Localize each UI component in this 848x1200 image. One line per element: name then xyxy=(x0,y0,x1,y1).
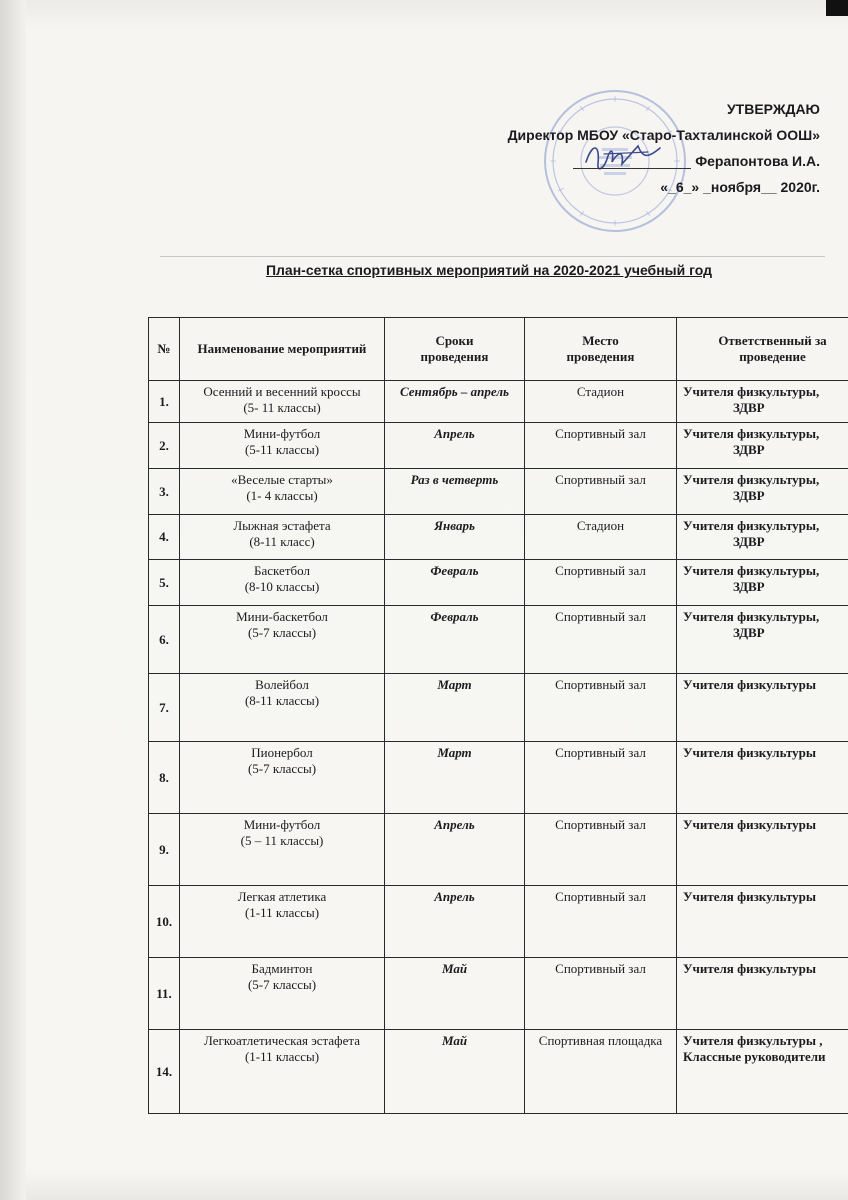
responsible-line1: Учителя физкультуры, xyxy=(683,518,820,533)
header-dates-line2: проведения xyxy=(420,349,489,364)
event-name: Лыжная эстафета xyxy=(233,518,331,533)
table-row xyxy=(149,515,848,560)
event-cell xyxy=(180,742,385,814)
header-place xyxy=(525,318,677,381)
responsible-cell xyxy=(677,886,848,958)
header-responsible-line1: Ответственный за xyxy=(718,333,827,348)
event-name: Легкоатлетическая эстафета xyxy=(204,1033,360,1048)
event-date: Май xyxy=(385,958,525,1030)
responsible-line1: Учителя физкультуры, xyxy=(683,563,820,578)
signature-line xyxy=(508,148,820,174)
table-row xyxy=(149,381,848,423)
event-grades: (8-10 классы) xyxy=(244,579,320,594)
event-date: Март xyxy=(385,742,525,814)
event-name: Мини-футбол xyxy=(243,426,321,441)
event-grades: (5-7 классы) xyxy=(247,977,317,992)
event-name: Легкая атлетика xyxy=(237,889,327,904)
responsible-cell xyxy=(677,814,848,886)
table-row xyxy=(149,606,848,674)
event-name: Бадминтон xyxy=(251,961,313,976)
event-grades: (5- 11 классы) xyxy=(243,400,321,415)
responsible-line1: Учителя физкультуры, xyxy=(683,384,820,399)
event-grades: (5-7 классы) xyxy=(247,761,317,776)
event-date: Раз в четверть xyxy=(385,469,525,515)
row-number: 8. xyxy=(149,742,180,814)
header-dates-line1: Сроки xyxy=(435,333,474,348)
scan-edge-shadow xyxy=(0,0,26,1200)
event-date: Март xyxy=(385,674,525,742)
responsible-line2: ЗДВР xyxy=(733,488,765,503)
event-place: Спортивный зал xyxy=(525,742,677,814)
responsible-cell xyxy=(677,560,848,606)
event-date: Февраль xyxy=(385,606,525,674)
approval-date: «_6_» _ноября__ 2020г. xyxy=(660,179,820,195)
event-grades: (5-7 классы) xyxy=(247,625,317,640)
event-place: Спортивный зал xyxy=(525,674,677,742)
event-grades: (1-11 классы) xyxy=(244,1049,320,1064)
table-row xyxy=(149,958,848,1030)
responsible-cell xyxy=(677,674,848,742)
event-cell xyxy=(180,958,385,1030)
table-row xyxy=(149,1030,848,1114)
table-row xyxy=(149,674,848,742)
event-grades: (5 – 11 классы) xyxy=(240,833,324,848)
event-date: Апрель xyxy=(385,814,525,886)
event-cell xyxy=(180,469,385,515)
event-cell xyxy=(180,814,385,886)
responsible-cell xyxy=(677,958,848,1030)
responsible-line2: ЗДВР xyxy=(733,625,765,640)
event-place: Спортивный зал xyxy=(525,469,677,515)
responsible-line1: Учителя физкультуры xyxy=(683,817,817,832)
row-number: 6. xyxy=(149,606,180,674)
approval-heading: УТВЕРЖДАЮ xyxy=(726,101,820,117)
event-date: Февраль xyxy=(385,560,525,606)
responsible-cell xyxy=(677,606,848,674)
event-place: Спортивный зал xyxy=(525,814,677,886)
responsible-line1: Учителя физкультуры, xyxy=(683,609,820,624)
event-place: Спортивная площадка xyxy=(525,1030,677,1114)
event-place: Спортивный зал xyxy=(525,423,677,469)
row-number: 10. xyxy=(149,886,180,958)
responsible-cell xyxy=(677,469,848,515)
responsible-line2: Классные руководители xyxy=(683,1049,826,1064)
responsible-line1: Учителя физкультуры , xyxy=(683,1033,823,1048)
row-number: 9. xyxy=(149,814,180,886)
header-responsible-line2: проведение xyxy=(739,349,806,364)
event-cell xyxy=(180,886,385,958)
table-header-row xyxy=(149,318,848,381)
event-grades: (5-11 классы) xyxy=(244,442,320,457)
responsible-cell xyxy=(677,423,848,469)
event-name: Мини-баскетбол xyxy=(236,609,328,624)
event-cell xyxy=(180,674,385,742)
event-date: Май xyxy=(385,1030,525,1114)
responsible-line1: Учителя физкультуры, xyxy=(683,472,820,487)
events-table xyxy=(148,317,848,1114)
table-row xyxy=(149,814,848,886)
row-number: 3. xyxy=(149,469,180,515)
header-place-line2: проведения xyxy=(566,349,635,364)
event-grades: (8-11 класс) xyxy=(249,534,315,549)
event-cell xyxy=(180,560,385,606)
event-grades: (1-11 классы) xyxy=(244,905,320,920)
event-name: Осенний и весенний кроссы xyxy=(203,384,361,399)
event-cell xyxy=(180,515,385,560)
signer-name: Ферапонтова И.А. xyxy=(695,153,820,169)
event-name: «Веселые старты» xyxy=(231,472,333,487)
responsible-cell xyxy=(677,515,848,560)
header-place-line1: Место xyxy=(582,333,619,348)
table-row xyxy=(149,886,848,958)
responsible-line2: ЗДВР xyxy=(733,400,765,415)
event-name: Мини-футбол xyxy=(243,817,321,832)
event-cell xyxy=(180,381,385,423)
responsible-line1: Учителя физкультуры xyxy=(683,961,817,976)
responsible-cell xyxy=(677,1030,848,1114)
row-number: 14. xyxy=(149,1030,180,1114)
table-row xyxy=(149,423,848,469)
document-title: План-сетка спортивных мероприятий на 2020-2021 учебный год xyxy=(265,262,713,278)
responsible-line1: Учителя физкультуры xyxy=(683,677,817,692)
event-date: Апрель xyxy=(385,423,525,469)
responsible-cell xyxy=(677,381,848,423)
table-row xyxy=(149,742,848,814)
row-number: 5. xyxy=(149,560,180,606)
event-place: Спортивный зал xyxy=(525,958,677,1030)
responsible-line1: Учителя физкультуры xyxy=(683,745,817,760)
approval-block xyxy=(508,96,820,200)
responsible-line2: ЗДВР xyxy=(733,534,765,549)
header-dates xyxy=(385,318,525,381)
row-number: 11. xyxy=(149,958,180,1030)
row-number: 2. xyxy=(149,423,180,469)
event-name: Волейбол xyxy=(255,677,309,692)
responsible-line1: Учителя физкультуры, xyxy=(683,426,820,441)
event-cell xyxy=(180,423,385,469)
event-grades: (1- 4 классы) xyxy=(246,488,318,503)
row-number: 1. xyxy=(149,381,180,423)
event-name: Баскетбол xyxy=(254,563,310,578)
event-date: Сентябрь – апрель xyxy=(385,381,525,423)
header-responsible xyxy=(677,318,848,381)
header-number: № xyxy=(149,318,180,381)
event-date: Январь xyxy=(385,515,525,560)
event-place: Спортивный зал xyxy=(525,886,677,958)
responsible-line2: ЗДВР xyxy=(733,442,765,457)
row-number: 4. xyxy=(149,515,180,560)
responsible-line2: ЗДВР xyxy=(733,579,765,594)
scan-corner-mark xyxy=(826,0,848,16)
event-place: Спортивный зал xyxy=(525,606,677,674)
event-name: Пионербол xyxy=(251,745,313,760)
responsible-cell xyxy=(677,742,848,814)
responsible-line1: Учителя физкультуры xyxy=(683,889,817,904)
event-cell xyxy=(180,1030,385,1114)
header-event-name: Наименование мероприятий xyxy=(180,318,385,381)
signature-underline xyxy=(573,168,691,169)
event-place: Стадион xyxy=(525,515,677,560)
table-row xyxy=(149,469,848,515)
event-grades: (8-11 классы) xyxy=(244,693,320,708)
event-cell xyxy=(180,606,385,674)
event-place: Стадион xyxy=(525,381,677,423)
table-row xyxy=(149,560,848,606)
divider-line xyxy=(160,256,825,257)
row-number: 7. xyxy=(149,674,180,742)
director-position: Директор МБОУ «Старо-Тахталинской ООШ» xyxy=(507,127,820,143)
event-date: Апрель xyxy=(385,886,525,958)
event-place: Спортивный зал xyxy=(525,560,677,606)
events-table-container xyxy=(148,317,848,1128)
